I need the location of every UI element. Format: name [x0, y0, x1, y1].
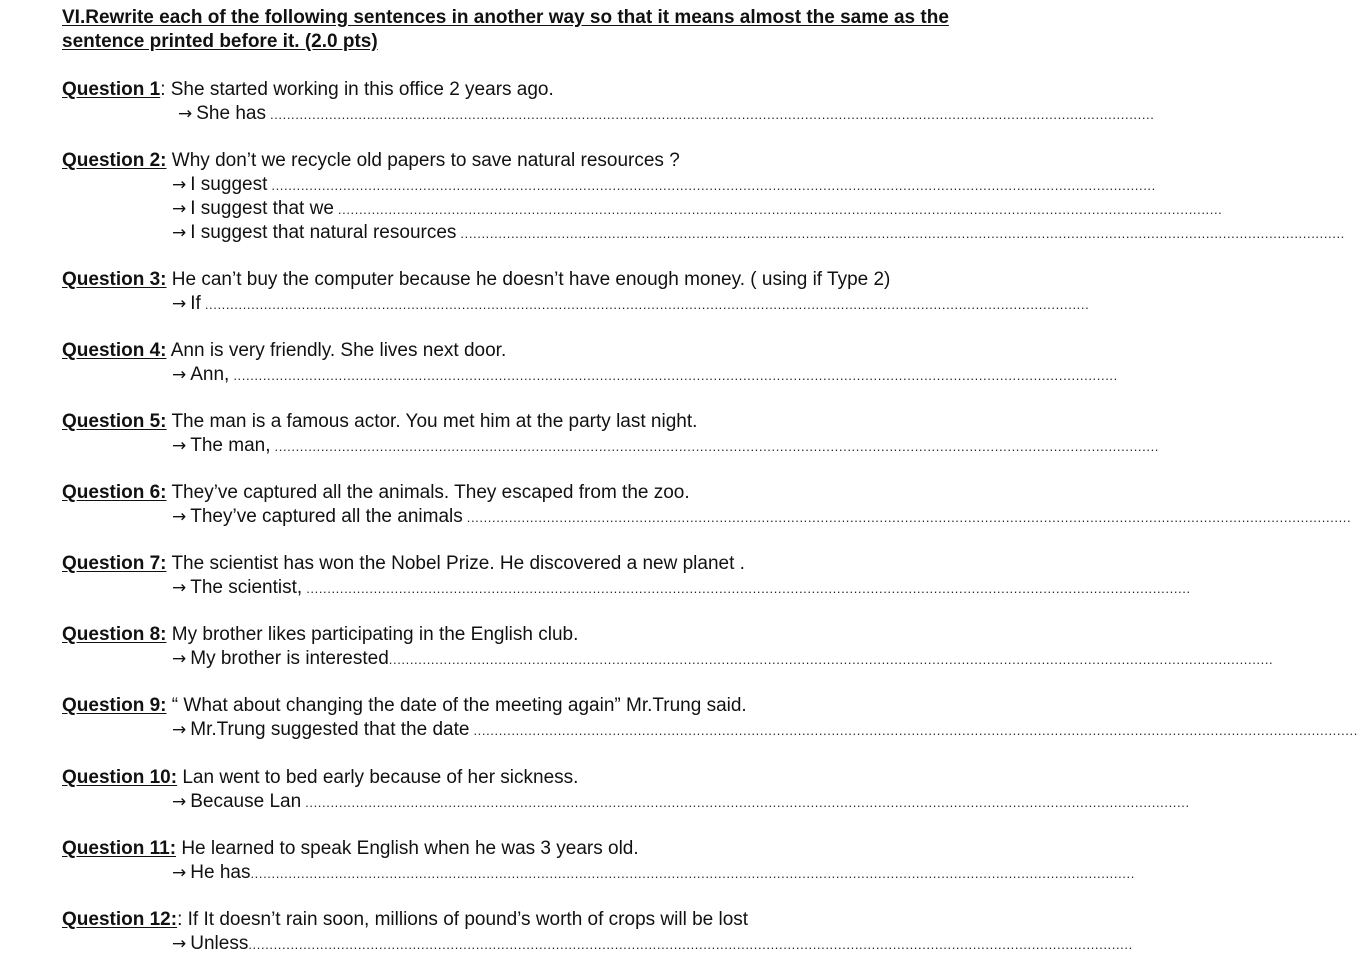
arrow-right-icon: → [172, 507, 187, 527]
answer-blank[interactable]: .................................................................................................................................................................................................................. [233, 368, 1118, 383]
arrow-right-icon: → [178, 104, 193, 124]
question-4 [62, 339, 1118, 387]
answer-prompt: → My brother is interested [172, 648, 389, 669]
arrow-right-icon: → [172, 365, 187, 385]
answer-line[interactable] [172, 505, 1352, 529]
answer-prompt: → He has [172, 862, 251, 883]
question-text: If It doesn’t rain soon, millions of pound’s worth of crops will be lost [187, 909, 749, 930]
question-text: Why don’t we recycle old papers to save natural resources ? [171, 150, 680, 171]
question-3 [62, 268, 1090, 316]
answer-line[interactable] [172, 576, 1191, 600]
question-line [62, 268, 982, 292]
answer-prompt: → Unless [172, 933, 249, 954]
answer-line[interactable] [172, 647, 1274, 671]
question-text: They’ve captured all the animals. They escaped from the zoo. [171, 482, 690, 503]
question-text: He can’t buy the computer because he doesn’t have enough money. ( using if Type 2) [171, 269, 891, 290]
question-label: Question 7: [62, 553, 167, 574]
question-text: Lan went to bed early because of her sickness. [182, 767, 579, 788]
arrow-right-icon: → [172, 223, 187, 243]
question-text: Ann is very friendly. She lives next door. [170, 340, 507, 361]
answer-prompt: → She has [178, 103, 266, 124]
answer-prompt: → I suggest that natural resources [172, 222, 457, 243]
question-line [62, 78, 982, 102]
answer-blank[interactable]: .................................................................................................................................................................................................................. [274, 439, 1159, 454]
question-text: He learned to speak English when he was 3 years old. [181, 838, 639, 859]
question-label: Question 9: [62, 695, 167, 716]
question-line [62, 694, 982, 718]
question-label: Question 2: [62, 150, 167, 171]
question-label: Question 10: [62, 767, 178, 788]
question-label: Question 4: [62, 340, 167, 361]
answer-prompt: → They’ve captured all the animals [172, 506, 463, 527]
question-1 [62, 78, 1155, 126]
arrow-right-icon: → [172, 436, 187, 456]
arrow-right-icon: → [172, 863, 187, 883]
section-title: VI.Rewrite each of the following sentences in another way so that it means almost the same as the sentence printed before it. (2.0 pts) [62, 7, 949, 52]
question-line [62, 766, 982, 790]
answer-blank[interactable]: .................................................................................................................................................................................................................. [269, 107, 1155, 122]
answer-blank[interactable]: .................................................................................................................................................................................................................. [305, 795, 1190, 810]
question-label: Question 3: [62, 269, 167, 290]
answer-prompt: → The scientist, [172, 577, 303, 598]
question-label: Question 11: [62, 838, 177, 859]
answer-prompt: → If [172, 293, 201, 314]
answer-line[interactable] [172, 363, 1118, 387]
question-line [62, 837, 982, 861]
question-2 [62, 149, 1345, 245]
answer-line[interactable] [172, 932, 1133, 956]
question-7 [62, 552, 1191, 600]
answer-line[interactable] [172, 718, 1358, 742]
arrow-right-icon: → [172, 175, 187, 195]
question-separator: : [177, 909, 188, 930]
question-label: Question 1 [62, 79, 161, 100]
question-10 [62, 766, 1190, 814]
arrow-right-icon: → [172, 792, 187, 812]
answer-blank[interactable]: .................................................................................................................................................................................................................. [306, 581, 1191, 596]
answer-line[interactable] [172, 173, 1156, 197]
answer-prompt: → Ann, [172, 364, 230, 385]
answer-blank[interactable]: .................................................................................................................................................................................................................. [466, 510, 1352, 525]
question-8 [62, 623, 1274, 671]
answer-blank[interactable]: .................................................................................................................................................................................................................. [250, 866, 1135, 881]
answer-blank[interactable]: .................................................................................................................................................................................................................. [337, 202, 1223, 217]
answer-blank[interactable]: .................................................................................................................................................................................................................. [460, 226, 1345, 241]
question-text: The scientist has won the Nobel Prize. He discovered a new planet . [171, 553, 745, 574]
question-9 [62, 694, 1358, 742]
question-line [62, 908, 982, 932]
answer-prompt: → I suggest that we [172, 198, 334, 219]
question-line [62, 149, 982, 173]
answer-prompt: → Because Lan [172, 791, 302, 812]
answer-prompt: → I suggest [172, 174, 268, 195]
arrow-right-icon: → [172, 720, 187, 740]
question-text: My brother likes participating in the English club. [171, 624, 579, 645]
question-text: She started working in this office 2 years ago. [170, 79, 554, 100]
question-6 [62, 481, 1352, 529]
answer-line[interactable] [172, 434, 1159, 458]
answer-line[interactable] [172, 861, 1135, 885]
arrow-right-icon: → [172, 294, 187, 314]
question-text: “ What about changing the date of the meeting again” Mr.Trung said. [171, 695, 747, 716]
answer-line[interactable] [172, 790, 1190, 814]
question-label: Question 6: [62, 482, 167, 503]
answer-line[interactable] [178, 102, 1155, 126]
answer-blank[interactable]: .................................................................................................................................................................................................................. [204, 297, 1090, 312]
question-separator: : [160, 79, 171, 100]
question-label: Question 12: [62, 909, 178, 930]
question-text: The man is a famous actor. You met him at the party last night. [171, 411, 698, 432]
arrow-right-icon: → [172, 199, 187, 219]
answer-blank[interactable]: .................................................................................................................................................................................................................. [271, 178, 1156, 193]
answer-line[interactable] [172, 292, 1090, 316]
answer-prompt: → Mr.Trung suggested that the date [172, 719, 470, 740]
answer-line[interactable] [172, 197, 1223, 221]
question-line [62, 552, 982, 576]
question-5 [62, 410, 1159, 458]
question-12 [62, 908, 1133, 956]
question-line [62, 339, 982, 363]
answer-prompt: → The man, [172, 435, 271, 456]
question-label: Question 8: [62, 624, 167, 645]
arrow-right-icon: → [172, 934, 187, 954]
answer-blank[interactable]: .................................................................................................................................................................................................................. [473, 723, 1358, 738]
question-line [62, 410, 982, 434]
arrow-right-icon: → [172, 578, 187, 598]
answer-blank[interactable]: .................................................................................................................................................................................................................. [388, 652, 1274, 667]
answer-blank[interactable]: .................................................................................................................................................................................................................. [248, 937, 1133, 952]
question-line [62, 481, 982, 505]
question-line [62, 623, 982, 647]
question-11 [62, 837, 1135, 885]
question-label: Question 5: [62, 411, 167, 432]
answer-line[interactable] [172, 221, 1345, 245]
arrow-right-icon: → [172, 649, 187, 669]
